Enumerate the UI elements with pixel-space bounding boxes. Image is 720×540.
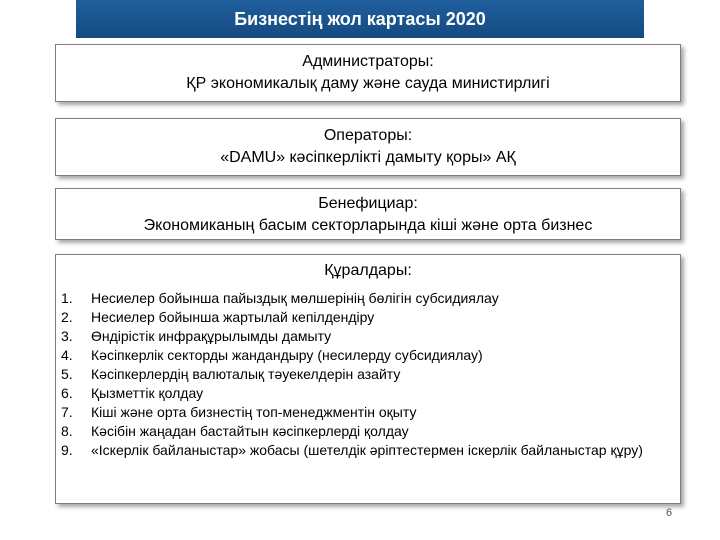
item-number: 8. — [61, 423, 73, 439]
list-item — [56, 441, 680, 460]
list-item — [56, 289, 680, 308]
operators-heading: Операторы: — [323, 127, 413, 144]
list-item — [56, 327, 680, 346]
tools-box — [55, 254, 681, 504]
administrators-text: ҚР экономикалық даму және сауда министирлигі — [186, 75, 550, 92]
item-text: Несиелер бойынша пайыздық мөлшерінің бөлігін субсидиялау — [91, 290, 499, 306]
item-number: 2. — [61, 309, 73, 325]
beneficiary-heading: Бенефициар: — [318, 195, 418, 212]
list-item — [56, 384, 680, 403]
beneficiary-box — [55, 188, 681, 240]
item-number: 6. — [61, 385, 73, 401]
item-text: Кәсіпкерлік секторды жандандыру (несилерду субсидиялау) — [91, 347, 483, 363]
list-item — [56, 346, 680, 365]
item-text: Кіші және орта бизнестің топ-менеджментін оқыту — [91, 404, 417, 420]
list-item — [56, 403, 680, 422]
operators-box — [55, 118, 681, 176]
item-number: 4. — [61, 347, 73, 363]
item-text: «Іскерлік байланыстар» жобасы (шетелдік әріптестермен іскерлік байланыстар құру) — [91, 442, 643, 458]
tools-heading: Құралдары: — [324, 262, 412, 279]
administrators-heading: Администраторы: — [302, 53, 434, 70]
operators-text: «DAMU» кәсіпкерлікті дамыту қоры» АҚ — [220, 149, 516, 166]
list-item — [56, 422, 680, 441]
item-number: 3. — [61, 328, 73, 344]
tools-list — [56, 289, 680, 460]
list-item — [56, 308, 680, 327]
administrators-box — [55, 44, 681, 102]
beneficiary-text: Экономиканың басым секторларында кіші және орта бизнес — [143, 217, 593, 234]
item-number: 7. — [61, 404, 73, 420]
item-text: Кәсіпкерлердің валюталық тәуекелдерін азайту — [91, 366, 401, 382]
item-text: Кәсібін жаңадан бастайтын кәсіпкерлерді қолдау — [91, 423, 409, 439]
item-number: 1. — [61, 290, 73, 306]
item-text: Өндірістік инфрақұрылымды дамыту — [91, 328, 332, 344]
item-text: Несиелер бойынша жартылай кепілдендіру — [91, 309, 375, 325]
item-number: 9. — [61, 442, 73, 458]
item-number: 5. — [61, 366, 73, 382]
page-title: Бизнестің жол картасы 2020 — [76, 0, 644, 38]
list-item — [56, 365, 680, 384]
item-text: Қызметтік қолдау — [91, 385, 204, 401]
page-number: 6 — [666, 507, 673, 519]
